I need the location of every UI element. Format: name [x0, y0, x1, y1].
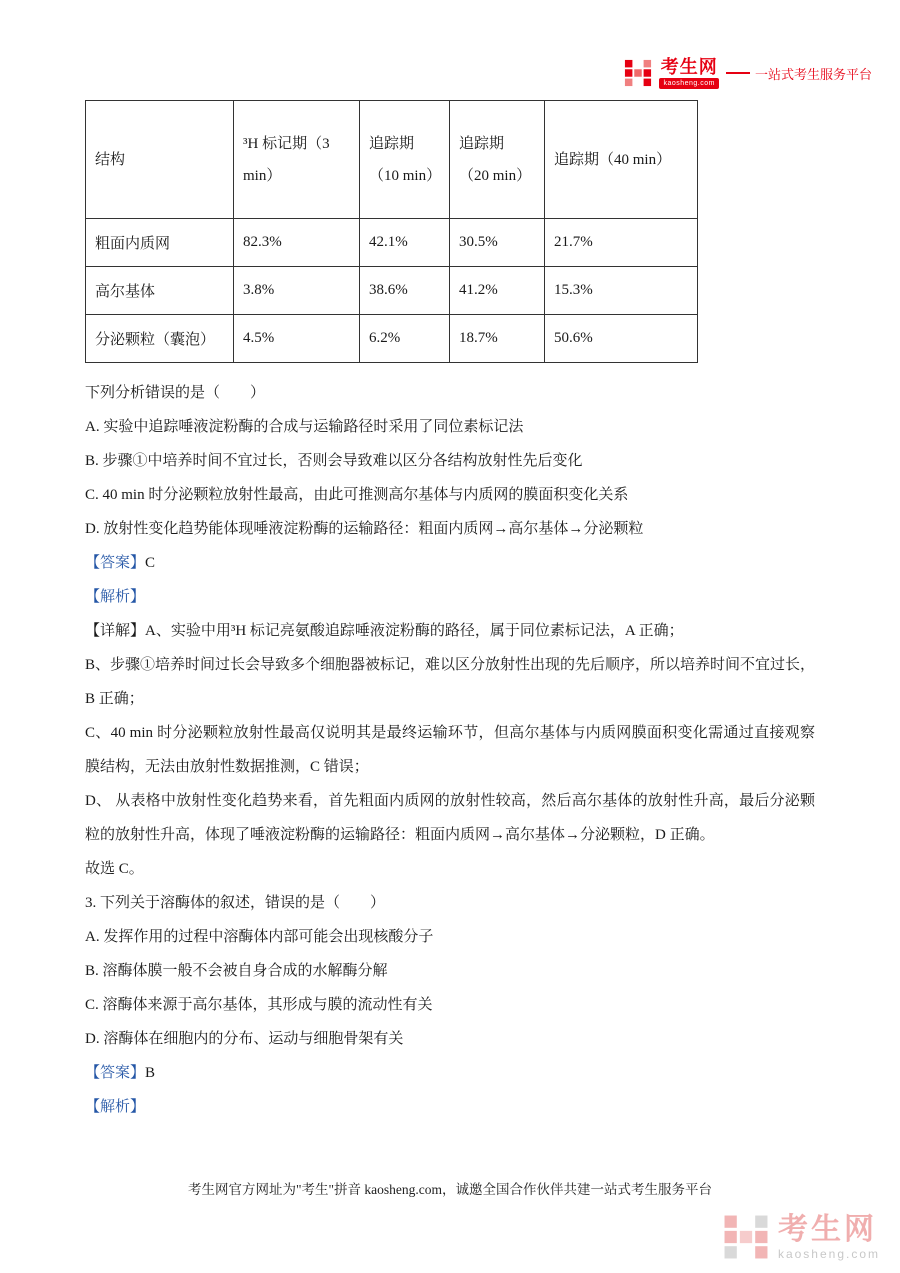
- option-b: B. 步骤①中培养时间不宜过长，否则会导致难以区分各结构放射性先后变化: [85, 453, 583, 469]
- question-3-block: [85, 886, 815, 1124]
- option-c: C. 40 min 时分泌颗粒放射性最高，由此可推测高尔基体与内质网的膜面积变化关系: [85, 487, 629, 503]
- cell-value: 6.2%: [360, 315, 450, 363]
- cell-value: 4.5%: [234, 315, 360, 363]
- cell-value: 30.5%: [450, 219, 545, 267]
- cell-value: 41.2%: [450, 267, 545, 315]
- answer-value: C: [145, 555, 156, 571]
- document-content: [85, 100, 815, 1124]
- answer-line: [85, 546, 815, 580]
- col-header-structure: 结构: [86, 101, 234, 219]
- cell-value: 3.8%: [234, 267, 360, 315]
- option-a: A. 实验中追踪唾液淀粉酶的合成与运输路径时采用了同位素标记法: [85, 419, 524, 435]
- cell-value: 50.6%: [545, 315, 698, 363]
- table-header-row: [86, 101, 698, 219]
- option-a: A. 发挥作用的过程中溶酶体内部可能会出现核酸分子: [85, 929, 434, 945]
- detail-paragraph-a: 【详解】A、实验中用³H 标记亮氨酸追踪唾液淀粉酶的路径，属于同位素标记法，A 正确；: [85, 623, 684, 639]
- cell-structure: 分泌颗粒（囊泡）: [86, 315, 234, 363]
- cell-value: 42.1%: [360, 219, 450, 267]
- col-header-track-20: 追踪期 （20 min）: [450, 101, 545, 219]
- cell-structure: 高尔基体: [86, 267, 234, 315]
- col-header-label-period: ³H 标记期（3 min）: [234, 101, 360, 219]
- site-logo: [624, 58, 872, 89]
- watermark-logo: [723, 1214, 880, 1262]
- radioactivity-tracking-table: [85, 100, 698, 363]
- col-header-track-40: 追踪期（40 min）: [545, 101, 698, 219]
- question-stem: 下列分析错误的是（ ）: [85, 385, 266, 401]
- cell-value: 21.7%: [545, 219, 698, 267]
- answer-line: [85, 1056, 815, 1090]
- option-d: D. 溶酶体在细胞内的分布、运动与细胞骨架有关: [85, 1031, 404, 1047]
- cell-value: 82.3%: [234, 219, 360, 267]
- watermark-brand-name: 考生网: [777, 1212, 877, 1246]
- kaosheng-watermark-icon: [723, 1214, 769, 1260]
- watermark-domain: kaosheng.com: [777, 1247, 880, 1261]
- cell-value: 38.6%: [360, 267, 450, 315]
- page-footer: 考生网官方网址为"考生"拼音 kaosheng.com，诚邀全国合作伙伴共建一站式考生服务平台: [187, 1182, 712, 1197]
- kaosheng-logo-icon: [624, 59, 652, 87]
- cell-value: 18.7%: [450, 315, 545, 363]
- brand-name: 考生网: [660, 57, 718, 77]
- detail-paragraph-c: C、40 min 时分泌颗粒放射性最高仅说明其是最终运输环节，但高尔基体与内质网膜面积变化需通过直接观察膜结构，无法由放射性数据推测，C 错误；: [85, 725, 815, 775]
- option-b: B. 溶酶体膜一般不会被自身合成的水解酶分解: [85, 963, 388, 979]
- tagline-text: 一站式考生服务平台: [754, 66, 872, 82]
- analysis-label: 【解析】: [85, 1099, 146, 1115]
- cell-value: 15.3%: [545, 267, 698, 315]
- question-stem: 3. 下列关于溶酶体的叙述，错误的是（ ）: [85, 895, 386, 911]
- col-header-track-10: 追踪期 （10 min）: [360, 101, 450, 219]
- tagline-dash: [726, 72, 750, 74]
- detail-paragraph-d: D、 从表格中放射性变化趋势来看，首先粗面内质网的放射性较高，然后高尔基体的放射性升高，最后分泌颗粒的放射性升高，体现了唾液淀粉酶的运输路径：粗面内质网→高尔基体→分泌颗粒，D 正确。: [85, 793, 815, 843]
- option-c: C. 溶酶体来源于高尔基体，其形成与膜的流动性有关: [85, 997, 433, 1013]
- detail-paragraph-b: B、步骤①培养时间过长会导致多个细胞器被标记，难以区分放射性出现的先后顺序，所以培养时间不宜过长，B 正确；: [85, 657, 816, 707]
- answer-label: 【答案】: [85, 1065, 146, 1081]
- table-row: [86, 315, 698, 363]
- cell-structure: 粗面内质网: [86, 219, 234, 267]
- analysis-label: 【解析】: [85, 589, 146, 605]
- table-row: [86, 219, 698, 267]
- brand-tagline: [726, 64, 872, 83]
- question-2-block: [85, 376, 815, 886]
- brand-domain: kaosheng.com: [659, 78, 719, 89]
- answer-label: 【答案】: [85, 555, 146, 571]
- table-row: [86, 267, 698, 315]
- detail-conclusion: 故选 C。: [85, 861, 144, 877]
- answer-value: B: [145, 1065, 156, 1081]
- option-d: D. 放射性变化趋势能体现唾液淀粉酶的运输路径：粗面内质网→高尔基体→分泌颗粒: [85, 521, 644, 537]
